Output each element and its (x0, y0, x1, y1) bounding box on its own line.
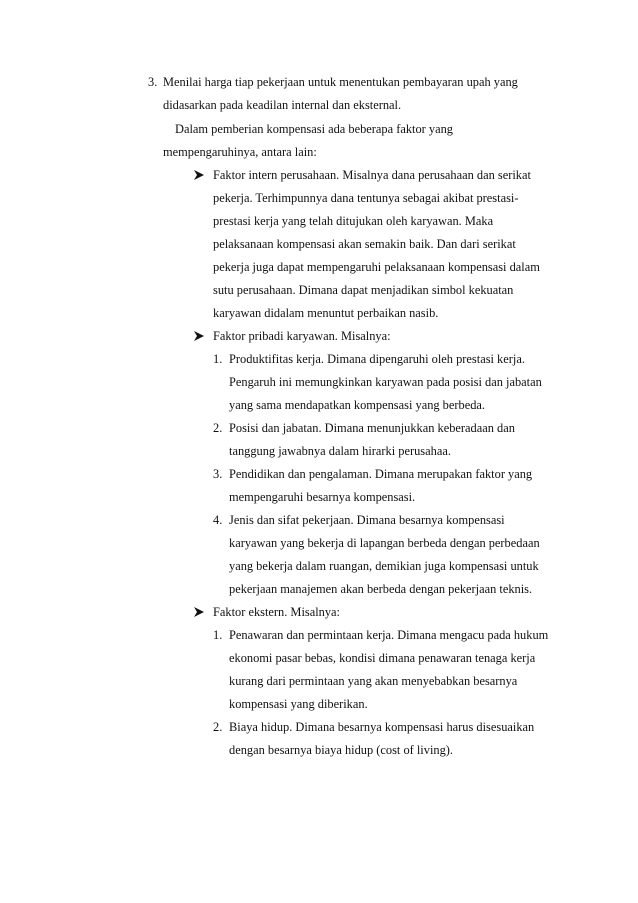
text-line: pelaksanaan kompensasi akan semakin baik. Dan dari serikat (213, 237, 516, 251)
text-line: tanggung jawabnya dalam hirarki perusahaa. (229, 444, 451, 458)
text-line: Pengaruh ini memungkinkan karyawan pada posisi dan jabatan (229, 375, 542, 389)
text-line: sutu perusahaan. Dimana dapat menjadikan simbol kekuatan (213, 283, 514, 297)
text-line: Dalam pemberian kompensasi ada beberapa faktor yang (175, 122, 453, 136)
text-line: kompensasi yang diberikan. (229, 697, 368, 711)
sub-item-number: 1. (213, 628, 223, 642)
text-line: Pendidikan dan pengalaman. Dimana merupakan faktor yang (229, 467, 533, 481)
text-line: yang bekerja dalam ruangan, demikian juga kompensasi untuk (229, 559, 539, 573)
sub-item-number: 2. (213, 421, 223, 435)
text-line: mempengaruhi besarnya kompensasi. (229, 490, 416, 504)
text-line: Menilai harga tiap pekerjaan untuk menentukan pembayaran upah yang (163, 75, 518, 89)
text-line: mempengaruhinya, antara lain: (163, 145, 317, 159)
arrowhead-bullet-icon (194, 607, 204, 617)
text-line: Faktor pribadi karyawan. Misalnya: (213, 329, 391, 343)
text-line: Faktor ekstern. Misalnya: (213, 605, 340, 619)
sub-item-number: 1. (213, 352, 223, 366)
text-line: karyawan yang bekerja di lapangan berbeda dengan perbedaan (229, 536, 540, 550)
arrowhead-bullet-icon (194, 331, 204, 341)
text-line: pekerja juga dapat mempengaruhi pelaksanaan kompensasi dalam (213, 260, 540, 274)
text-line: Produktifitas kerja. Dimana dipengaruhi oleh prestasi kerja. (229, 352, 525, 366)
text-line: Faktor intern perusahaan. Misalnya dana perusahaan dan serikat (213, 168, 531, 182)
text-line: kurang dari permintaan yang akan menyebabkan besarnya (229, 674, 518, 688)
item-number: 3. (148, 75, 158, 89)
text-line: Posisi dan jabatan. Dimana menunjukkan keberadaan dan (229, 421, 515, 435)
sub-item-number: 4. (213, 513, 223, 527)
text-line: pekerjaan manajemen akan berbeda dengan pekerjaan teknis. (229, 582, 533, 596)
text-line: Jenis dan sifat pekerjaan. Dimana besarnya kompensasi (229, 513, 505, 527)
text-line: pekerja. Terhimpunnya dana tentunya sebagai akibat prestasi- (213, 191, 519, 205)
sub-item-number: 3. (213, 467, 223, 481)
text-line: yang sama mendapatkan kompensasi yang berbeda. (229, 398, 485, 412)
text-line: didasarkan pada keadilan internal dan eksternal. (163, 98, 402, 112)
arrowhead-bullet-icon (194, 170, 204, 180)
text-line: Penawaran dan permintaan kerja. Dimana mengacu pada hukum (229, 628, 549, 642)
text-line: prestasi kerja yang telah ditujukan oleh karyawan. Maka (213, 214, 494, 228)
text-line: Biaya hidup. Dimana besarnya kompensasi harus disesuaikan (229, 720, 535, 734)
text-line: ekonomi pasar bebas, kondisi dimana penawaran tenaga kerja (229, 651, 536, 665)
text-line: karyawan didalam menuntut perbaikan nasib. (213, 306, 439, 320)
sub-item-number: 2. (213, 720, 223, 734)
text-line: dengan besarnya biaya hidup (cost of living). (229, 743, 453, 757)
